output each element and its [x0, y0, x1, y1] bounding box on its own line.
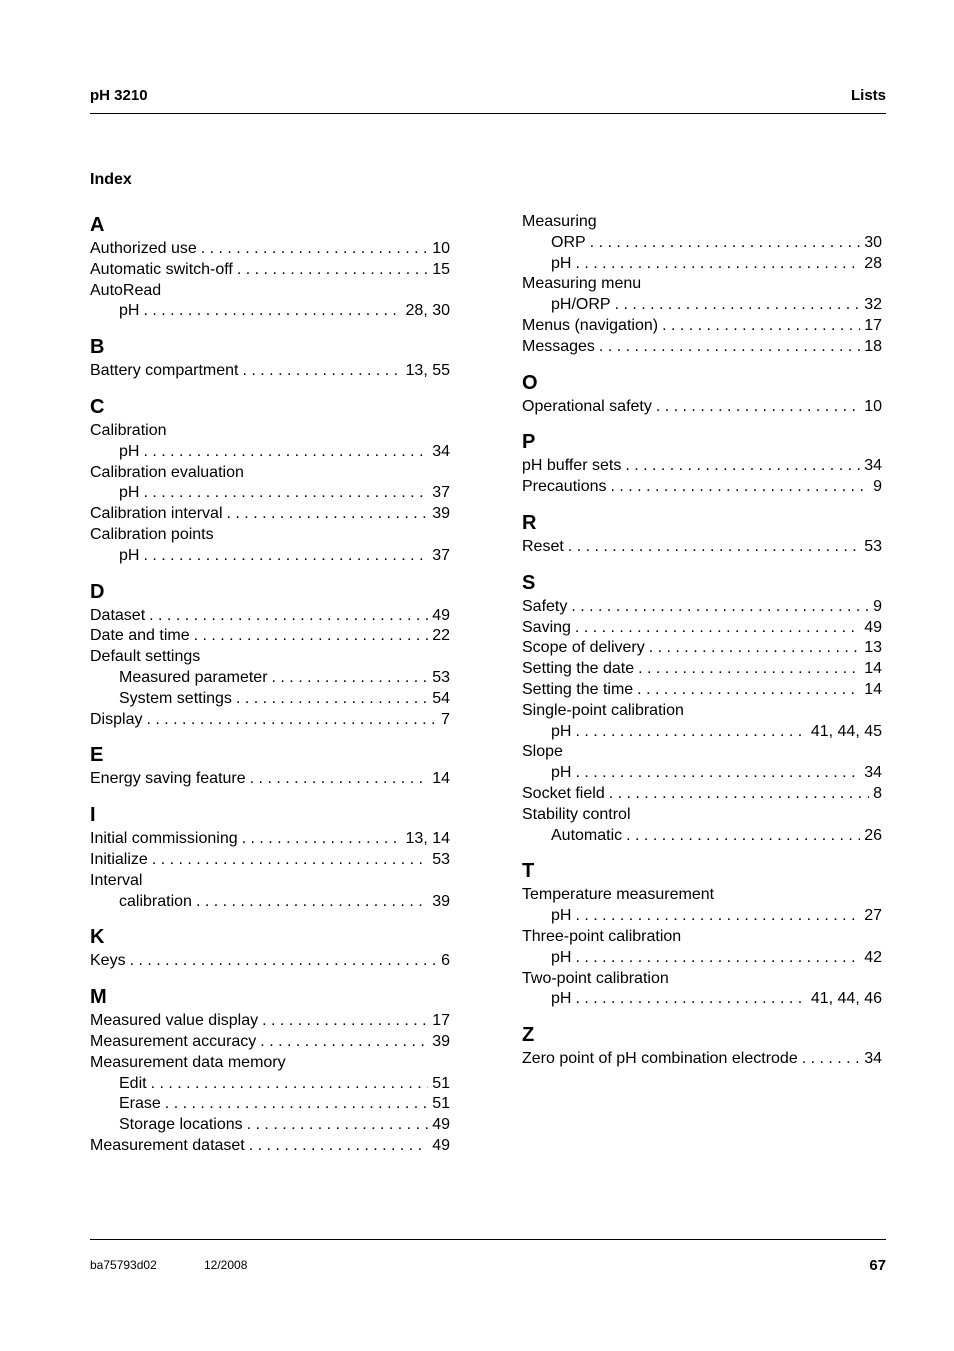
- entry-term: pH: [551, 764, 572, 782]
- entry-pages: 37: [432, 484, 450, 502]
- index-entry: [90, 647, 450, 668]
- entry-term: calibration: [119, 892, 192, 910]
- entry-term: pH: [551, 722, 572, 740]
- entry-pages: 13: [864, 639, 882, 657]
- entry-pages: 51: [432, 1095, 450, 1113]
- dot-leader: [247, 1115, 429, 1136]
- dot-leader: [575, 763, 860, 784]
- entry-pages: 14: [864, 680, 882, 698]
- index-subentry: [522, 233, 882, 254]
- entry-pages: 54: [432, 689, 450, 707]
- entry-term: Scope of delivery: [522, 639, 645, 657]
- index-entry: [522, 805, 882, 826]
- entry-pages: 37: [432, 546, 450, 564]
- header-product: pH 3210: [90, 87, 148, 104]
- index-subentry: [90, 1074, 450, 1095]
- index-entry: [90, 1053, 450, 1074]
- dot-leader: [575, 906, 860, 927]
- dot-leader: [575, 722, 806, 743]
- entry-pages: 14: [864, 660, 882, 678]
- entry-term: Erase: [119, 1095, 161, 1113]
- dot-leader: [143, 483, 428, 504]
- entry-pages: 26: [864, 826, 882, 844]
- entry-term: Initial commissioning: [90, 830, 238, 848]
- entry-term: Socket field: [522, 784, 605, 802]
- index-entry: [522, 1049, 882, 1070]
- section-letter: C: [90, 395, 105, 418]
- header-rule: [90, 113, 886, 114]
- index-subentry: [90, 546, 450, 567]
- entry-term: Single-point calibration: [522, 701, 684, 719]
- entry-term: pH buffer sets: [522, 457, 622, 475]
- section-letter: A: [90, 214, 105, 236]
- entry-pages: 34: [864, 1050, 882, 1068]
- index-entry: [90, 525, 450, 546]
- entry-term: Automatic switch-off: [90, 260, 233, 278]
- dot-leader: [649, 638, 860, 659]
- entry-term: Calibration interval: [90, 505, 223, 523]
- entry-term: Interval: [90, 871, 143, 889]
- index-section: [522, 510, 882, 558]
- entry-pages: 41, 44, 45: [810, 722, 882, 740]
- index-subentry: [522, 295, 882, 316]
- index-entry: [522, 680, 882, 701]
- dot-leader: [151, 1074, 429, 1095]
- index-entry: [90, 710, 450, 731]
- entry-term: pH: [119, 302, 140, 320]
- dot-leader: [638, 659, 860, 680]
- index-subentry: [90, 1094, 450, 1115]
- entry-term: Initialize: [90, 850, 148, 868]
- dot-leader: [249, 1136, 428, 1157]
- index-entry: [90, 850, 450, 871]
- index-section: [522, 212, 882, 358]
- index-entry: [90, 463, 450, 484]
- entry-pages: 49: [432, 1136, 450, 1154]
- dot-leader: [625, 456, 860, 477]
- entry-term: Automatic: [551, 826, 623, 844]
- entry-pages: 53: [864, 537, 882, 555]
- entry-term: Safety: [522, 597, 568, 615]
- entry-term: Zero point of pH combination electrode: [522, 1050, 798, 1068]
- entry-pages: 39: [432, 505, 450, 523]
- entry-pages: 7: [441, 710, 450, 728]
- entry-term: Measurement accuracy: [90, 1032, 257, 1050]
- index-entry: [90, 951, 450, 972]
- entry-pages: 22: [432, 627, 450, 645]
- entry-term: Reset: [522, 537, 564, 555]
- index-section: [90, 742, 450, 790]
- entry-term: Storage locations: [119, 1116, 243, 1134]
- entry-term: pH: [551, 948, 572, 966]
- index-section: [90, 212, 450, 322]
- entry-term: Calibration: [90, 421, 167, 439]
- dot-leader: [165, 1094, 428, 1115]
- entry-term: Menus (navigation): [522, 316, 659, 334]
- entry-pages: 41, 44, 46: [810, 990, 882, 1008]
- entry-term: Messages: [522, 337, 595, 355]
- dot-leader: [662, 316, 860, 337]
- entry-term: Energy saving feature: [90, 770, 246, 788]
- entry-term: ORP: [551, 233, 586, 251]
- index-entry: [522, 618, 882, 639]
- header-chapter: Lists: [850, 87, 886, 104]
- entry-term: pH: [551, 907, 572, 925]
- index-entry: [522, 597, 882, 618]
- index-entry: [90, 829, 450, 850]
- index-entry: [90, 606, 450, 627]
- dot-leader: [146, 710, 437, 731]
- index-section: [90, 924, 450, 972]
- index-entry: [90, 871, 450, 892]
- dot-leader: [615, 295, 861, 316]
- dot-leader: [609, 784, 869, 805]
- dot-leader: [260, 1032, 428, 1053]
- entry-term: System settings: [119, 689, 232, 707]
- dot-leader: [637, 680, 860, 701]
- index-entry: [90, 361, 450, 382]
- footer-doc-number: ba75793d02: [90, 1258, 157, 1272]
- page-number: 67: [869, 1257, 886, 1274]
- entry-pages: 39: [432, 892, 450, 910]
- entry-pages: 49: [432, 1116, 450, 1134]
- section-letter: B: [90, 336, 105, 359]
- dot-leader: [590, 233, 861, 254]
- entry-term: Setting the date: [522, 660, 635, 678]
- entry-pages: 51: [432, 1074, 450, 1092]
- entry-term: Precautions: [522, 478, 607, 496]
- index-subentry: [90, 442, 450, 463]
- entry-term: Measuring menu: [522, 275, 642, 293]
- index-subentry: [522, 948, 882, 969]
- entry-pages: 9: [873, 597, 882, 615]
- section-letter: P: [522, 431, 536, 454]
- entry-pages: 49: [864, 618, 882, 636]
- section-letter: O: [522, 371, 538, 394]
- dot-leader: [237, 260, 428, 281]
- entry-term: Measurement data memory: [90, 1053, 286, 1071]
- entry-pages: 13, 55: [405, 362, 450, 380]
- dot-leader: [575, 618, 860, 639]
- dot-leader: [802, 1049, 860, 1070]
- index-entry: [522, 477, 882, 498]
- entry-term: pH: [551, 254, 572, 272]
- entry-term: Saving: [522, 618, 571, 636]
- entry-pages: 34: [864, 764, 882, 782]
- dot-leader: [272, 668, 429, 689]
- index-subentry: [522, 989, 882, 1010]
- index-entry: [522, 212, 882, 233]
- index-section: [522, 570, 882, 847]
- index-section: [90, 394, 450, 567]
- index-entry: [90, 260, 450, 281]
- index-entry: [522, 969, 882, 990]
- entry-pages: 10: [864, 397, 882, 415]
- dot-leader: [143, 546, 428, 567]
- entry-pages: 53: [432, 850, 450, 868]
- entry-pages: 27: [864, 907, 882, 925]
- dot-leader: [575, 948, 860, 969]
- entry-pages: 32: [864, 296, 882, 314]
- entry-term: Default settings: [90, 648, 201, 666]
- entry-term: Keys: [90, 952, 126, 970]
- entry-term: Calibration points: [90, 525, 214, 543]
- dot-leader: [575, 989, 806, 1010]
- footer-rule: [90, 1239, 886, 1240]
- index-subentry: [522, 254, 882, 275]
- dot-leader: [143, 301, 401, 322]
- index-title: Index: [90, 171, 132, 188]
- entry-term: pH: [551, 990, 572, 1008]
- index-subentry: [522, 722, 882, 743]
- index-subentry: [90, 301, 450, 322]
- section-letter: D: [90, 580, 105, 603]
- entry-term: pH: [119, 442, 140, 460]
- entry-pages: 8: [873, 784, 882, 802]
- entry-term: Slope: [522, 743, 563, 761]
- entry-pages: 28: [864, 254, 882, 272]
- entry-term: Temperature measurement: [522, 886, 715, 904]
- index-entry: [90, 769, 450, 790]
- entry-pages: 10: [432, 240, 450, 257]
- entry-pages: 9: [873, 478, 882, 496]
- dot-leader: [143, 442, 428, 463]
- entry-term: Measured parameter: [119, 668, 268, 686]
- section-letter: S: [522, 571, 536, 594]
- section-letter: R: [522, 511, 537, 534]
- entry-term: Setting the time: [522, 680, 634, 698]
- index-entry: [522, 638, 882, 659]
- entry-pages: 42: [864, 948, 882, 966]
- dot-leader: [201, 239, 428, 260]
- entry-pages: 18: [864, 337, 882, 355]
- index-entry: [522, 316, 882, 337]
- index-section: [522, 429, 882, 498]
- index-entry: [522, 742, 882, 763]
- index-subentry: [90, 668, 450, 689]
- entry-pages: 6: [441, 952, 450, 970]
- index-entry: [90, 1032, 450, 1053]
- index-entry: [522, 397, 882, 418]
- entry-pages: 30: [864, 233, 882, 251]
- index-entry: [90, 421, 450, 442]
- entry-pages: 39: [432, 1032, 450, 1050]
- index-entry: [90, 239, 450, 260]
- footer-date: 12/2008: [204, 1258, 248, 1272]
- entry-term: pH: [119, 546, 140, 564]
- entry-pages: 17: [432, 1012, 450, 1030]
- dot-leader: [568, 537, 860, 558]
- index-entry: [522, 927, 882, 948]
- index-entry: [522, 456, 882, 477]
- index-column-right: [522, 212, 882, 1082]
- index-subentry: [90, 892, 450, 913]
- index-entry: [522, 337, 882, 358]
- entry-term: Operational safety: [522, 397, 652, 415]
- index-subentry: [90, 1115, 450, 1136]
- dot-leader: [571, 597, 869, 618]
- section-letter: T: [522, 860, 535, 883]
- index-section: [90, 802, 450, 912]
- index-entry: [90, 281, 450, 302]
- dot-leader: [243, 361, 402, 382]
- dot-leader: [599, 337, 860, 358]
- entry-term: Battery compartment: [90, 362, 239, 380]
- index-section: [522, 370, 882, 418]
- entry-pages: 34: [864, 457, 882, 475]
- index-entry: [522, 784, 882, 805]
- index-section: [522, 1022, 882, 1070]
- entry-term: Display: [90, 710, 143, 728]
- index-subentry: [522, 763, 882, 784]
- section-letter: E: [90, 744, 104, 767]
- entry-term: Measured value display: [90, 1012, 259, 1030]
- index-column-left: [90, 212, 450, 1169]
- entry-term: Measuring: [522, 213, 597, 230]
- section-letter: K: [90, 926, 105, 949]
- entry-pages: 49: [432, 606, 450, 624]
- dot-leader: [152, 850, 428, 871]
- index-entry: [90, 1136, 450, 1157]
- dot-leader: [242, 829, 402, 850]
- entry-term: pH/ORP: [551, 296, 611, 314]
- dot-leader: [575, 254, 860, 275]
- entry-term: Two-point calibration: [522, 969, 669, 987]
- section-letter: Z: [522, 1024, 535, 1047]
- dot-leader: [194, 626, 429, 647]
- section-letter: M: [90, 986, 107, 1009]
- index-entry: [522, 659, 882, 680]
- entry-term: Measurement dataset: [90, 1136, 245, 1154]
- entry-term: Dataset: [90, 606, 146, 624]
- entry-term: Three-point calibration: [522, 927, 682, 945]
- entry-pages: 17: [864, 316, 882, 334]
- entry-term: Calibration evaluation: [90, 463, 244, 481]
- index-entry: [522, 537, 882, 558]
- index-subentry: [90, 483, 450, 504]
- dot-leader: [196, 892, 428, 913]
- index-subentry: [522, 826, 882, 847]
- entry-term: Stability control: [522, 805, 631, 823]
- dot-leader: [236, 689, 428, 710]
- entry-term: Authorized use: [90, 240, 197, 257]
- dot-leader: [262, 1011, 428, 1032]
- index-entry: [90, 504, 450, 525]
- index-section: [90, 334, 450, 382]
- dot-leader: [611, 477, 870, 498]
- dot-leader: [149, 606, 428, 627]
- dot-leader: [227, 504, 429, 525]
- entry-term: AutoRead: [90, 281, 162, 299]
- dot-leader: [250, 769, 429, 790]
- dot-leader: [130, 951, 438, 972]
- entry-term: Date and time: [90, 627, 190, 645]
- dot-leader: [626, 826, 860, 847]
- index-entry: [90, 626, 450, 647]
- index-entry: [522, 274, 882, 295]
- entry-pages: 34: [432, 442, 450, 460]
- entry-pages: 13, 14: [405, 830, 450, 848]
- index-entry: [522, 701, 882, 722]
- index-entry: [90, 1011, 450, 1032]
- entry-term: Edit: [119, 1074, 147, 1092]
- index-subentry: [90, 689, 450, 710]
- index-subentry: [522, 906, 882, 927]
- entry-pages: 53: [432, 668, 450, 686]
- entry-pages: 28, 30: [405, 302, 450, 320]
- index-entry: [522, 885, 882, 906]
- entry-pages: 14: [432, 770, 450, 788]
- index-section: [90, 579, 450, 731]
- index-section: [522, 858, 882, 1010]
- index-section: [90, 984, 450, 1157]
- entry-pages: 15: [432, 260, 450, 278]
- dot-leader: [656, 397, 860, 418]
- entry-term: pH: [119, 484, 140, 502]
- section-letter: I: [90, 804, 96, 827]
